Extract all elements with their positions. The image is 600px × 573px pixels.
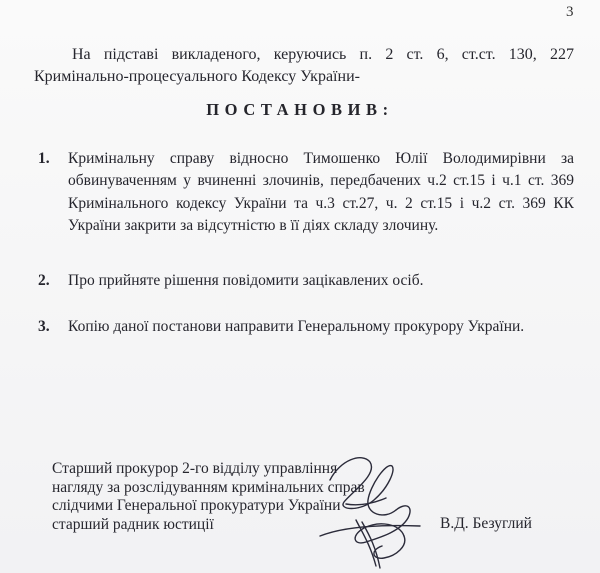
resolution-item-2 (38, 270, 574, 292)
item-text: Про прийняте рішення повідомити зацікавлених осіб. (68, 272, 424, 289)
intro-paragraph (34, 44, 574, 88)
resolution-item-1 (38, 148, 574, 237)
signer-name: В.Д. Безуглий (440, 515, 532, 532)
item-number: 2. (38, 272, 50, 289)
handwritten-signature-icon (300, 440, 440, 573)
intro-line-2: Кримінально-процесуального Кодексу України- (34, 68, 360, 85)
signatory-title-line-3: слідчими Генеральної прокуратури України (52, 497, 341, 514)
signatory-title-line-2: нагляду за розслідуванням кримінальних справ (52, 478, 365, 496)
intro-line-1: На підставі викладеного, керуючись п. 2 ст. 6, ст.ст. 130, 227 (72, 46, 574, 63)
resolution-item-3 (38, 316, 574, 338)
page-number: 3 (566, 4, 574, 20)
item-number: 1. (38, 150, 50, 167)
item-text: Копію даної постанови направити Генеральному прокурору України. (68, 318, 525, 335)
resolution-heading: ПОСТАНОВИВ: (206, 100, 394, 119)
item-number: 3. (38, 318, 50, 335)
signatory-title-line-1: Старший прокурор 2-го відділу управління (52, 460, 338, 477)
item-text: Кримінальну справу відносно Тимошенко Юлії Володимирівни за обвинуваченням у вчиненні злочинів, передбачених ч.2 ст.15 і ч.1 ст. 369 Кримінального кодексу України та ч.3 ст.27, ч. 2 ст.15 і ч.2 ст. 369 КК України закрити за відсутністю в її діях складу злочину. (68, 150, 574, 234)
signatory-title-line-4: старший радник юстиції (52, 515, 214, 533)
